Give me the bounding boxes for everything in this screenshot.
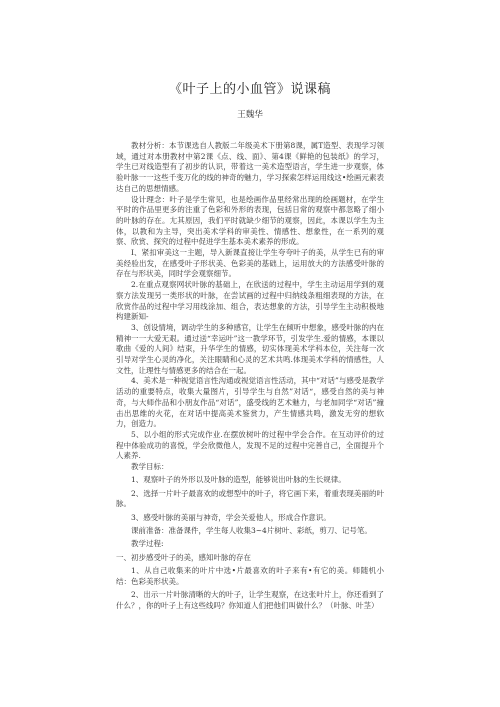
teaching-goal-1: 1、观察叶子的外形以及叶脉的造型，能够说出叶脉的生长规律。 bbox=[131, 475, 346, 485]
paragraph-textbook-analysis: 教材分析：本节课选自人教版二年级美术下册第8课，属T造型、表现学习领域，通过对本册教材中第2课《点、线、面》、第4课《鲜艳的包装纸》的学习，学生已对线造型有了初步的认识，带着这一美术造型语言，学生进一步观察，体验叶脉一一这些千变万化的线的神奇的魅力，学习探索怎样运用线这•绘画元素表达自己的思想情感。 bbox=[116, 141, 384, 193]
process-step-1: 1、从自己收集来的叶片中选•片最喜欢的叶子来有•有它的美。师随机小结：色彩美形状美。 bbox=[116, 565, 384, 586]
teaching-goal-3: 3、感受叶脉的美丽与神奇，学会关爱他人，形成合作意识。 bbox=[131, 512, 331, 522]
paragraph-point-4: 4、美术是一种视觉语言性沟通或视觉语言性活动，其中“对话”与感受是教学活动的重要特点，收集大量图片，引导学生与自然”对话“，感受自然的美与神奇，与大师作品和小朋友作品“对话”，盛受线的艺术魅力，与老加同学“对话”撞击出思维的火花，在对话中提高美术鉴赏力，产生情感共鸣，激发无穷的想软力，创造力。 bbox=[116, 376, 384, 429]
process-step-2: 2、出示一片叶脉清晰的大的叶子，让学生观察，在这张叶片上，你还看到了什么？，你的叶子上有这些线吗？你知道人们把他们叫做什么？（叶脉、叶茎） bbox=[116, 589, 384, 610]
paragraph-point-2: 2.在重点观察网状叶脉的基础上，在欣送的过程中，学生主动运用学到的观察方法发现另一类形状的叶脉，在尝试画的过程中归纳线条粗细表现的方法，在欣赏作品的过程中学习用线涂加、组合，表达想象的方法，引导学生主动积极地构建新知- bbox=[116, 280, 384, 322]
document-title: 《叶子上的小血管》说课稿 bbox=[168, 82, 331, 97]
teaching-goal-2: 2、选择一片叶子最喜欢的或想型中的叶子，将它画下来，着重表现美丽的叶脉。 bbox=[116, 488, 384, 509]
paragraph-preparation: 课前准备：准备课件，学生每人收集3~4片树叶、彩纸，剪刀、记号笔。 bbox=[131, 525, 372, 535]
heading-teaching-process: 教学过程: bbox=[131, 539, 164, 549]
paragraph-point-1: I、紧扣审美这一主题，导入新课直接让学生夸夸叶子的美，从学生已有的审美经验出发，在感受叶子形状美、色彩美的基础上，运用放大的方法感受叶脉的存在与形状美，同时学会观察细节。 bbox=[116, 248, 384, 279]
paragraph-point-5: 5、以小组的形式完成作业.在摆放树叶的过程中学会合作。在互动评价的过程中体验成功的喜悦，学会欣微他人，发现不足的过程中完善自己，全面提升个人素养. bbox=[116, 429, 384, 461]
paragraph-point-3: 3、创设情境，调动学生的多种感官，让学生在倾听中想象，感受叶脉的内在精神一一大爱无艰。通过送“幸运叶”这一教学环节，引发学生.爱的情感，本课以歌曲《爱的人间》结束，升华学生的情感，切实体现美术学科本位，关注每一次引导对学生心灵的净化，关注眼睛和心灵的艺术共鸣.体现美术学科的情感性，人文性，让理性与情感更多的结合在一起。 bbox=[116, 322, 384, 375]
document-body bbox=[116, 141, 384, 611]
paragraph-design-concept: 设计理念：叶子是学生常见，也是绘画作品里经常出现的绘画题材，在学生平时的作品里更多的注重了色彩和外形的表现，包括日常的观察中都忽略了细小的叶脉的存在。尢其原因，我们平时就缺少细节的观察，因此，本课以学生为主体，以教和为主导，突出美术学科的审美性、情感性、想象性，在一系列的观察、欣赏、探究的过程中促进学生基本美术素养的形成。 bbox=[116, 194, 384, 247]
heading-teaching-goals: 教学目标： bbox=[131, 462, 169, 472]
author-name: 王魏华 bbox=[237, 110, 263, 120]
heading-section-1: 一、初步感受叶子的美，感知叶脉的存在 bbox=[116, 552, 251, 562]
